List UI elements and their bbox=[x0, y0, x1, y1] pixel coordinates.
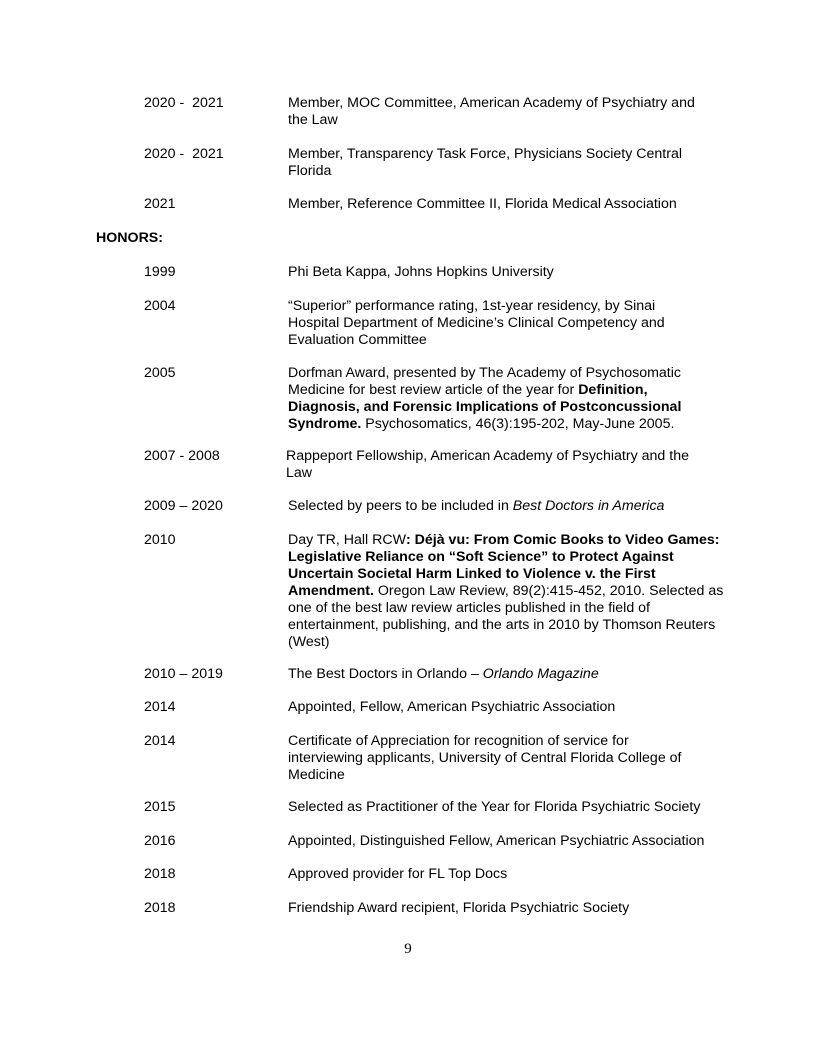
entry-text bbox=[288, 365, 708, 433]
entry-text-plain: Dorfman Award, presented by The Academy of Psychosomatic Medicine for best review article of the year for bbox=[288, 365, 681, 398]
page-number: 9 bbox=[404, 941, 412, 957]
entry-text-plain: Oregon Law Review, 89(2):415-452, 2010. Selected as one of the best law review articles published in the field of entertainment, publishing, and the arts in 2010 by Thomson Reuters (West) bbox=[288, 583, 724, 650]
entry-text: Approved provider for FL Top Docs bbox=[288, 866, 508, 882]
entry-text-plain: The Best Doctors in Orlando – bbox=[288, 666, 483, 682]
entry-year: 2020 - 2021 bbox=[144, 146, 224, 162]
entry-year: 2018 bbox=[144, 900, 176, 916]
entry-text: Phi Beta Kappa, Johns Hopkins University bbox=[288, 264, 554, 280]
entry-text: Friendship Award recipient, Florida Psychiatric Society bbox=[288, 900, 630, 916]
entry-year: 2021 bbox=[144, 196, 176, 212]
entry-text: “Superior” performance rating, 1st-year residency, by Sinai Hospital Department of Medicine’s Clinical Competency and Evaluation Committee bbox=[288, 298, 665, 348]
entry-text bbox=[288, 532, 726, 651]
entry-text: Appointed, Fellow, American Psychiatric Association bbox=[288, 699, 616, 715]
entry-year: 2007 - 2008 bbox=[144, 448, 220, 464]
entry-text: Certificate of Appreciation for recognition of service for interviewing applicants, University of Central Florida College of Medicine bbox=[288, 733, 682, 783]
publication-name: Orlando Magazine bbox=[482, 666, 599, 682]
entry-year: 2009 – 2020 bbox=[144, 498, 223, 514]
entry-year: 2014 bbox=[144, 699, 176, 715]
entry-year: 2010 – 2019 bbox=[144, 666, 223, 682]
entry-text: Rappeport Fellowship, American Academy of Psychiatry and the Law bbox=[286, 448, 689, 481]
entry-text: Member, MOC Committee, American Academy of Psychiatry and the Law bbox=[288, 95, 695, 128]
article-title: : Déjà vu: From Comic Books to Video Games: Legislative Reliance on “Soft Science” to Protect Against Uncertain Societal Harm Linked to Violence v. the First Amendment. bbox=[288, 532, 720, 599]
entry-text: Member, Reference Committee II, Florida Medical Association bbox=[288, 196, 677, 212]
entry-text: Appointed, Distinguished Fellow, American Psychiatric Association bbox=[288, 833, 705, 849]
entry-text: Selected as Practitioner of the Year for Florida Psychiatric Society bbox=[288, 799, 701, 815]
entry-year: 2016 bbox=[144, 833, 176, 849]
publication-name: Best Doctors in America bbox=[512, 498, 665, 514]
entry-year: 2018 bbox=[144, 866, 176, 882]
entry-text: Member, Transparency Task Force, Physicians Society Central Florida bbox=[288, 146, 682, 179]
honors-heading: HONORS: bbox=[96, 230, 163, 246]
entry-text bbox=[288, 498, 728, 515]
entry-year: 2020 - 2021 bbox=[144, 95, 224, 111]
entry-year: 2004 bbox=[144, 298, 176, 314]
entry-year: 1999 bbox=[144, 264, 176, 280]
entry-text-plain: Day TR, Hall RCW bbox=[288, 532, 406, 548]
entry-year: 2014 bbox=[144, 733, 176, 749]
entry-text-plain: Psychosomatics, 46(3):195-202, May-June 2005. bbox=[361, 416, 675, 432]
entry-text-plain: Selected by peers to be included in bbox=[288, 498, 513, 514]
article-title: Definition, Diagnosis, and Forensic Implications of Postconcussional Syndrome. bbox=[288, 382, 682, 432]
entry-year: 2010 bbox=[144, 532, 176, 548]
entry-year: 2015 bbox=[144, 799, 176, 815]
entry-year: 2005 bbox=[144, 365, 176, 381]
entry-text bbox=[288, 666, 728, 683]
